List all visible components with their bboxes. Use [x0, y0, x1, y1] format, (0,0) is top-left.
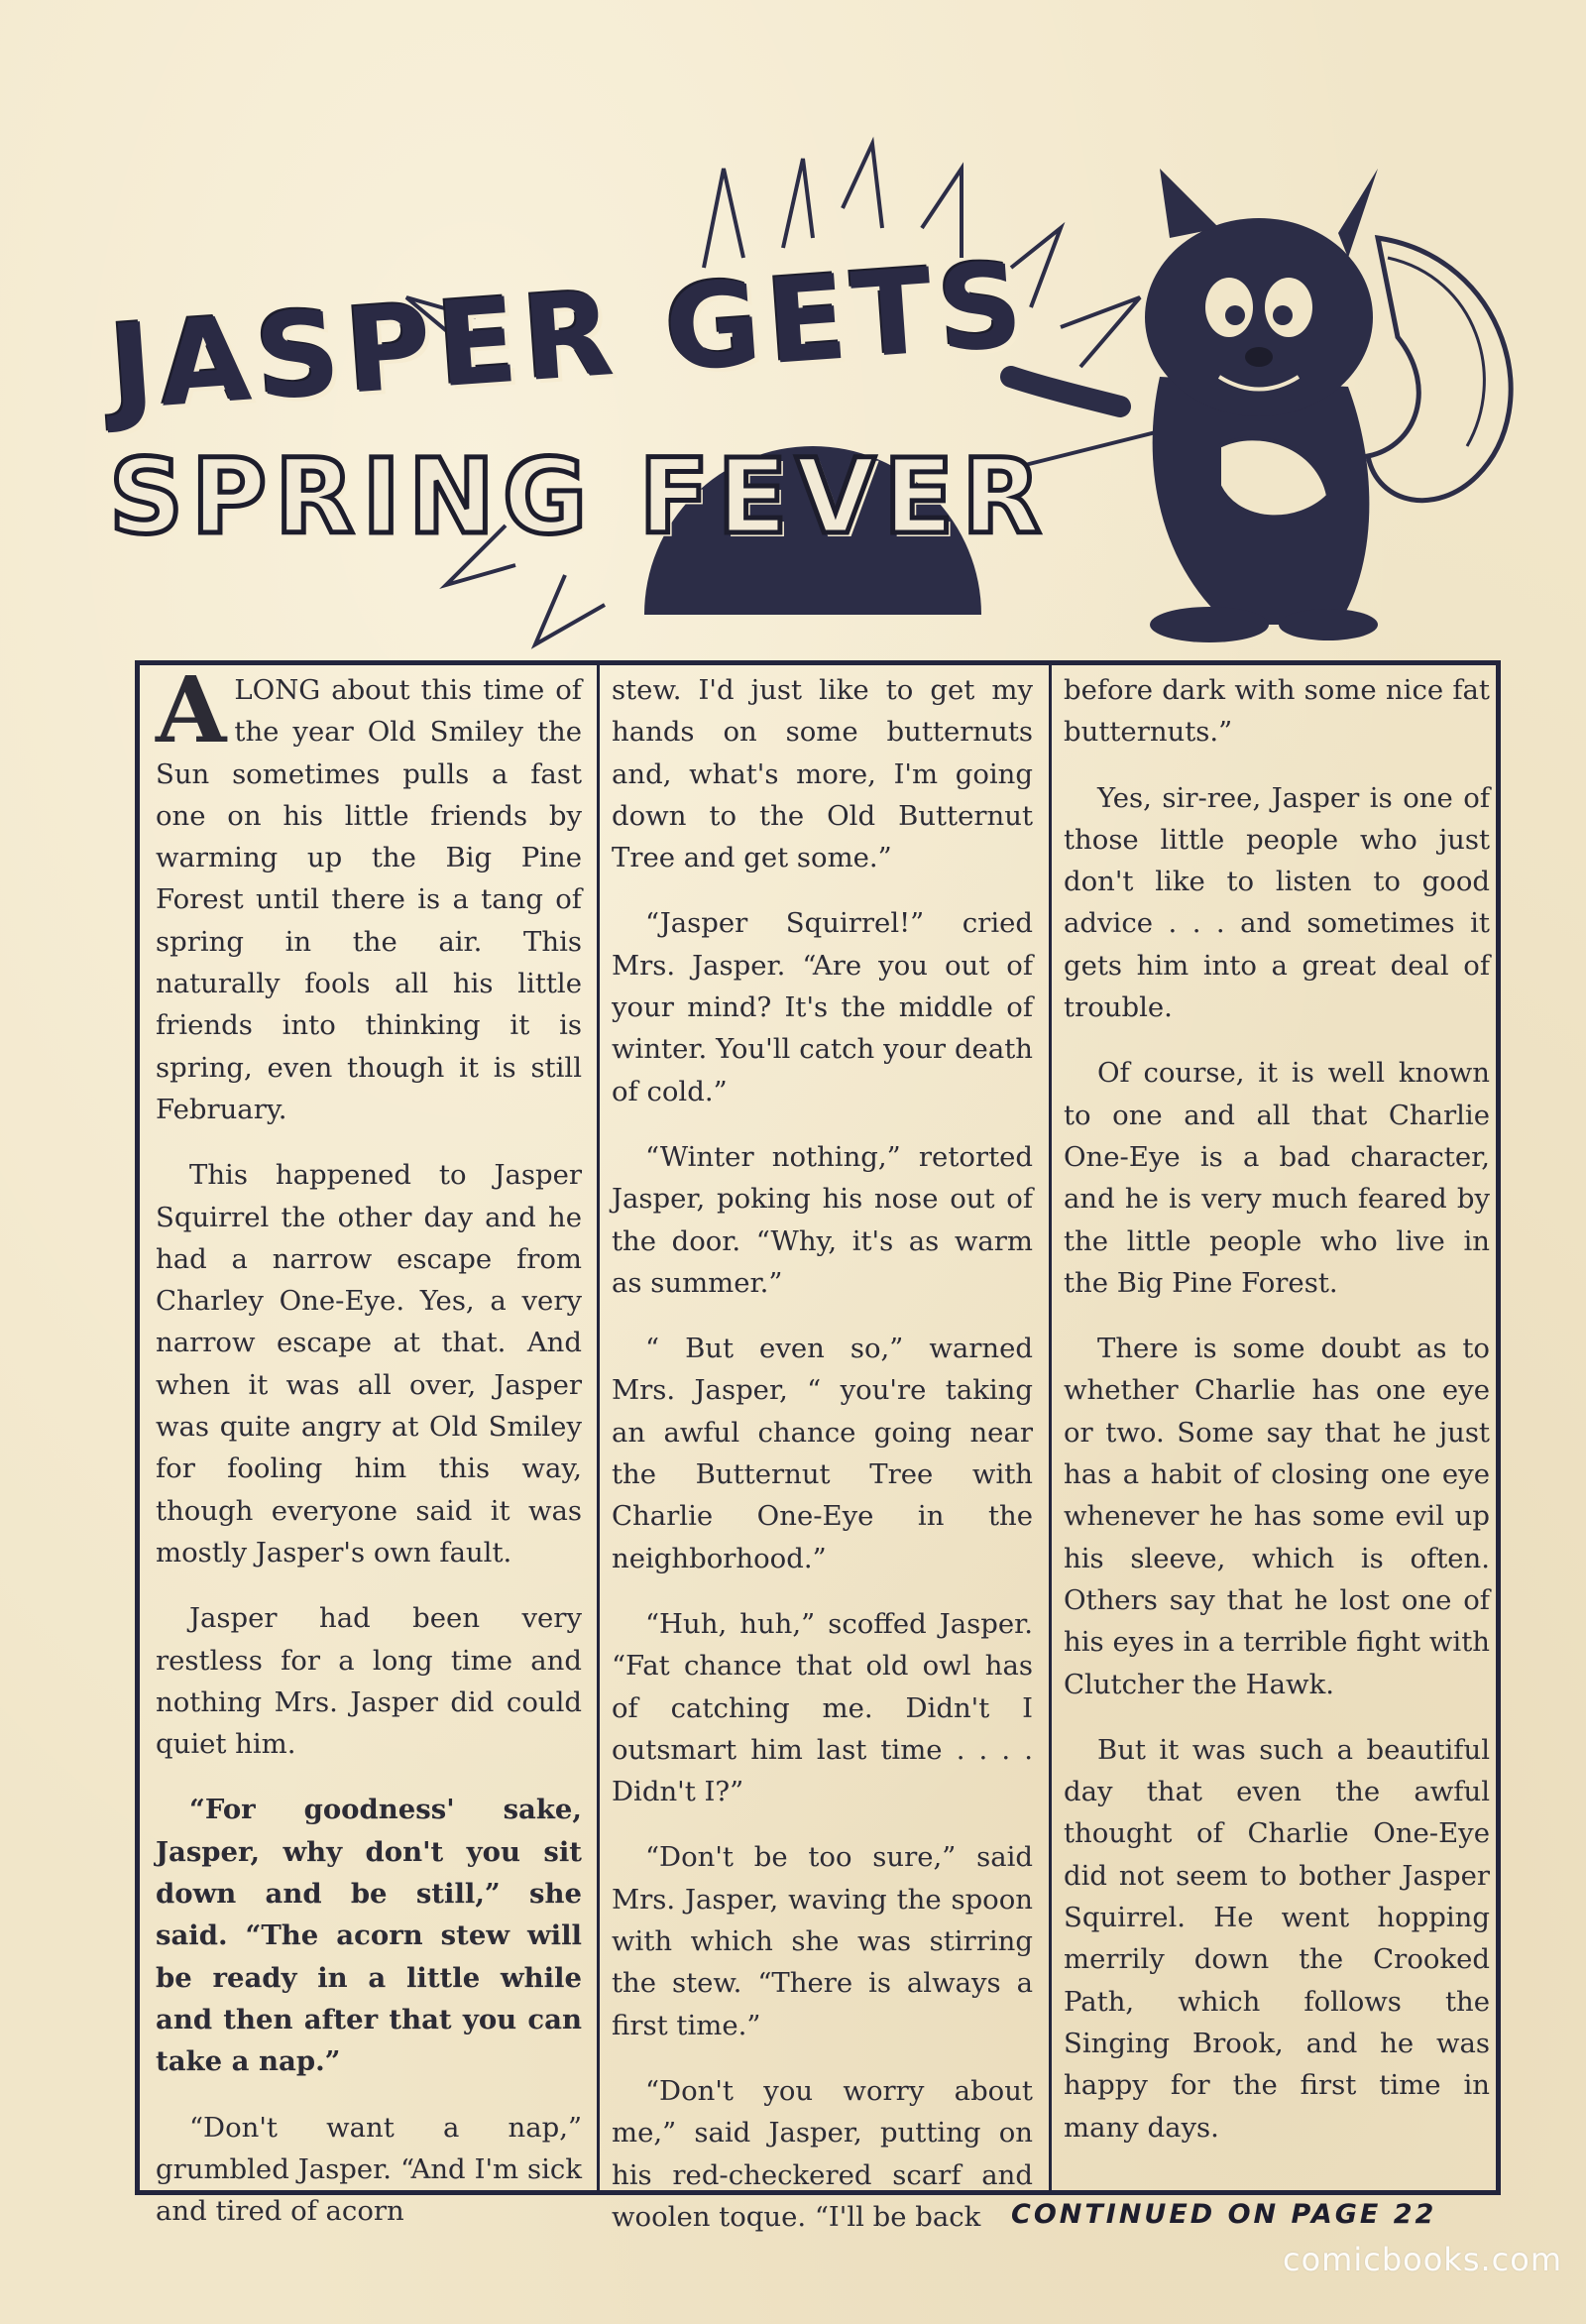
paragraph: “Don't you worry about me,” said Jasper, putting on his red-checkered scarf and woolen toque. “I'll be back	[612, 2074, 1033, 2233]
title-line-2: SPRING FEVER	[109, 436, 1050, 557]
paragraph: before dark with some nice fat butternuts.”	[1064, 674, 1490, 749]
paragraph: stew. I'd just like to get my hands on some butternuts and, what's more, I'm going down to the Old Butternut Tree and get some.”	[612, 674, 1033, 874]
continued-on-page-note: CONTINUED ON PAGE 22	[1011, 2199, 1437, 2230]
header-illustration	[89, 149, 1536, 654]
story-column-3	[1064, 669, 1490, 2184]
paragraph: “Jasper Squirrel!” cried Mrs. Jasper. “Are you out of your mind? It's the middle of winter. You'll catch your death of cold.”	[612, 907, 1033, 1107]
paragraph: Yes, sir-ree, Jasper is one of those little people who just don't like to listen to good advice . . . and sometimes it gets him into a great deal of trouble.	[1064, 781, 1490, 1024]
drop-cap-letter: A	[156, 656, 227, 763]
column-divider	[597, 665, 600, 2190]
story-column-2	[612, 669, 1033, 2233]
paragraph: “Don't be too sure,” said Mrs. Jasper, waving the spoon with which she was stirring the stew. “There is always a first time.”	[612, 1841, 1033, 2041]
paragraph: But it was such a beautiful day that even the awful thought of Charlie One-Eye did not seem to bother Jasper Squirrel. He went hopping merrily down the Crooked Path, which follows the Singing Brook, and he was happy for the first time in many days.	[1064, 1733, 1490, 2144]
paragraph-text: LONG about this time of the year Old Smiley the Sun sometimes pulls a fast one on his little friends by warming up the Big Pine Forest until there is a tang of spring in the air. This naturally fools all his little friends into thinking it is spring, even though it is still February.	[156, 674, 582, 1125]
paragraph: “ But even so,” warned Mrs. Jasper, “ you're taking an awful chance going near the Butternut Tree with Charlie One-Eye in the neighborhood.”	[612, 1333, 1033, 1574]
site-watermark: comicbooks.com	[1282, 2241, 1562, 2278]
paragraph: This happened to Jasper Squirrel the other day and he had a narrow escape from Charley One-Eye. Yes, a very narrow escape at that. And when it was all over, Jasper was quite angry at Old Smiley for fooling him this way, though everyone said it was mostly Jasper's own fault.	[156, 1159, 582, 1569]
story-column-1	[156, 656, 582, 2228]
squirrel-character	[1011, 169, 1511, 642]
paragraph: There is some doubt as to whether Charlie has one eye or two. Some say that he just has a habit of closing one eye whenever he has some evil up his sleeve, which is often. Others say that he lost one of his eyes in a terrible fight with Clutcher the Hawk.	[1064, 1333, 1490, 1700]
paragraph: “For goodness' sake, Jasper, why don't you sit down and be still,” she said. “The acorn stew will be ready in a little while and then after that you can take a nap.”	[156, 1794, 582, 2078]
paragraph	[156, 656, 582, 1130]
paragraph: Of course, it is well known to one and all that Charlie One-Eye is a bad character, and he is very much feared by the little people who live in the Big Pine Forest.	[1064, 1057, 1490, 1299]
paragraph: “Huh, huh,” scoffed Jasper. “Fat chance that old owl has of catching me. Didn't I outsmart him last time . . . . Didn't I?”	[612, 1607, 1033, 1808]
paragraph: Jasper had been very restless for a long time and nothing Mrs. Jasper did could quiet him.	[156, 1602, 582, 1761]
paragraph: “Winter nothing,” retorted Jasper, poking his nose out of the door. “Why, it's as warm as summer.”	[612, 1140, 1033, 1299]
title-line-1: JASPER GETS	[105, 235, 1033, 437]
paragraph: “Don't want a nap,” grumbled Jasper. “And I'm sick and tired of acorn	[156, 2111, 582, 2228]
column-divider	[1049, 665, 1052, 2190]
